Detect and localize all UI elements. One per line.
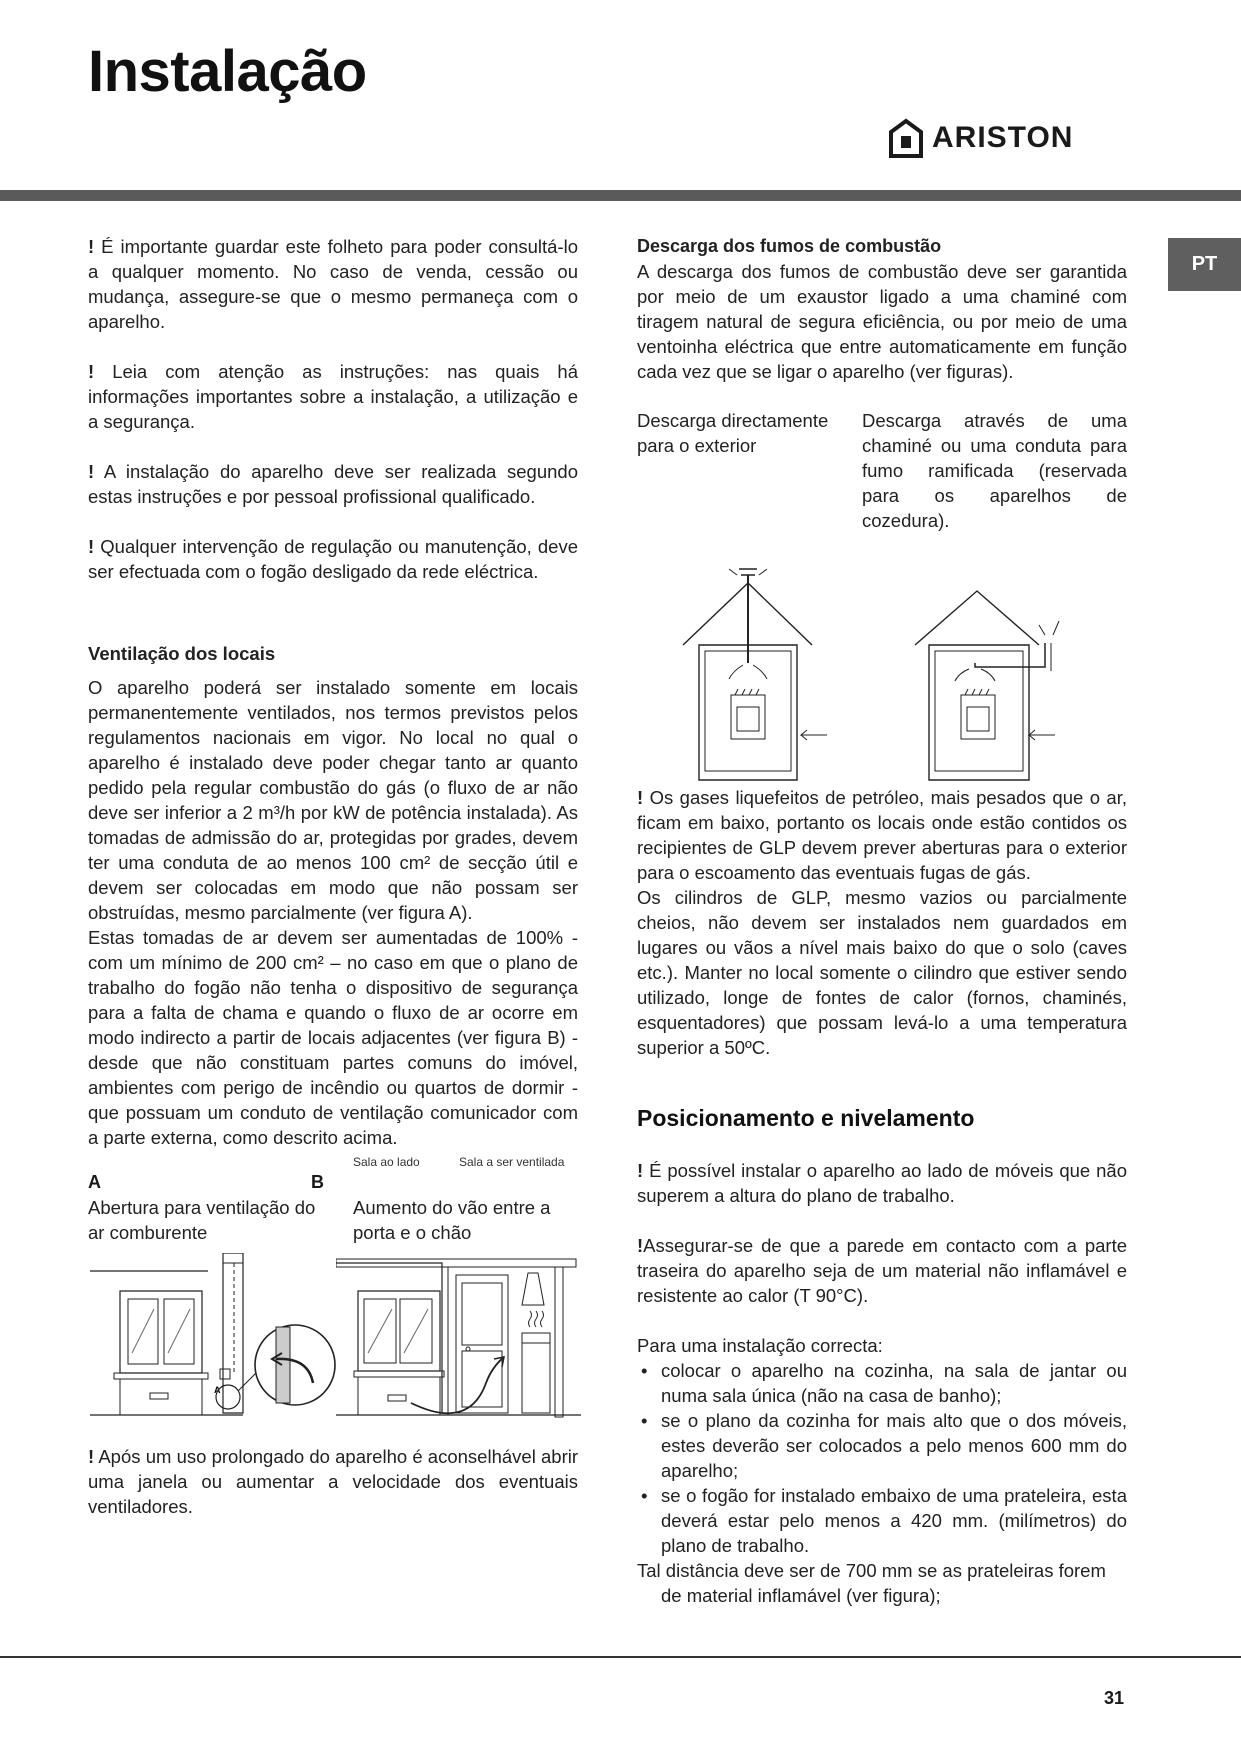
positioning-heading: Posicionamento e nivelamento	[637, 1105, 975, 1131]
list-item: • colocar o aparelho na cozinha, na sala de jantar ou numa sala única (não na casa de banho);	[637, 1358, 1127, 1408]
fig-a-caption: Abertura para ventilação do ar comburente	[88, 1197, 316, 1243]
brand-logo	[888, 118, 1073, 158]
positioning-section	[637, 1158, 1127, 1608]
note-disconnect: ! Qualquer intervenção de regulação ou manutenção, deve ser efectuada com o fogão desligado da rede eléctrica.	[88, 536, 579, 582]
positioning-note-2: !Assegurar-se de que a parede em contacto com a parte traseira do aparelho seja de um material não inflamável e resistente ao calor (T 90°C).	[637, 1235, 1127, 1306]
house-logo-icon	[888, 118, 924, 158]
fig-chimney-caption: Descarga através de uma chaminé ou uma conduta para fumo ramificada (reservada para os aparelhos de cozedura).	[862, 410, 1127, 531]
page-title: Instalação	[88, 39, 367, 104]
language-tab: PT	[1168, 238, 1241, 291]
list-item: • se o plano da cozinha for mais alto que o dos móveis, estes deverão ser colocados a pelo menos 600 mm do aparelho;	[637, 1408, 1127, 1483]
brand-name: ARISTON	[932, 121, 1074, 154]
ventilation-heading: Ventilação dos locais	[88, 643, 276, 664]
fumes-section	[637, 234, 1127, 384]
positioning-note-1: ! É possível instalar o aparelho ao lado de móveis que não superem a altura do plano de trabalho.	[637, 1160, 1128, 1206]
fig-a-letter: A	[88, 1172, 101, 1192]
glp-paragraph-2: Os cilindros de GLP, mesmo vazios ou parcialmente cheios, não devem ser instalados nem guardados em lugares ou vãos a nível mais baixo do que o solo (caves etc.). Manter no local somente o cilindro que estiver sendo utilizado, longe de fontes de calor (fornos, chaminés, esquentadores) que possam levá-lo a uma temperatura superior a 50ºC.	[637, 887, 1127, 1058]
positioning-end-note: Tal distância deve ser de 700 mm se as prateleiras forem de material inflamável (ver figura);	[637, 1560, 1106, 1606]
fig-direct-caption: Descarga directamente para o exterior	[637, 410, 829, 456]
ventilation-section	[88, 641, 578, 1150]
fumes-heading: Descarga dos fumos de combustão	[637, 236, 942, 256]
ventilation-paragraph-1: O aparelho poderá ser instalado somente em locais permanentemente ventilados, nos termos previstos pelos regulamentos nacionais em vigor. No local no qual o aparelho é instalado deve poder chegar tanto ar quanto pedido pela regular combustão do gás (o fluxo de ar não deve ser inferior a 2 m³/h por kW de potência instalada). As tomadas de admissão do ar, protegidas por grades, devem ter uma conduta de ao menos 100 cm² de secção útil e devem ser colocadas em modo que não possam ser obstruídas, mesmo parcialmente (ver figura A).	[88, 677, 578, 923]
header-divider	[0, 190, 1241, 201]
glp-section	[637, 785, 1127, 1060]
figure-a-ventilation-opening	[88, 1253, 338, 1423]
ventilation-paragraph-2: Estas tomadas de ar devem ser aumentadas de 100% - com um mínimo de 200 cm² – no caso em que o plano de trabalho do fogão não tenha o dispositivo de segurança para a falta de chama e quando o fluxo de ar ocorre em modo indirecto a partir de locais adjacentes (ver figura B) - desde que não constituam partes comuns do imóvel, ambientes com perigo de incêndio ou quartos de dormir - que possuam um conduto de ventilação comunicador com a parte externa, como descrito acima.	[88, 927, 578, 1148]
fig-b-letter: B	[311, 1172, 324, 1192]
positioning-intro: Para uma instalação correcta:	[637, 1335, 883, 1356]
page-number: 31	[1104, 1688, 1125, 1708]
footer-divider	[0, 1656, 1241, 1658]
fig-a-small-label: A	[214, 1385, 221, 1395]
glp-paragraph-1: ! Os gases liquefeitos de petróleo, mais pesados que o ar, ficam em baixo, portanto os locais onde estão contidos os recipientes de GLP devem prever aberturas para o exterior para o escoamento das eventuais fugas de gás.	[637, 787, 1127, 883]
fig-b-room-ventilated: Sala a ser ventilada	[459, 1155, 565, 1169]
note-keep-leaflet: ! É importante guardar este folheto para poder consultá-lo a qualquer momento. No caso de venda, cessão ou mudança, assegure-se que o mesmo permaneça com o aparelho.	[88, 236, 578, 332]
note-after-use: ! Após um uso prolongado do aparelho é aconselhável abrir uma janela ou aumentar a velocidade dos eventuais ventiladores.	[88, 1446, 578, 1517]
list-item: • se o fogão for instalado embaixo de uma prateleira, esta deverá estar pelo menos a 420 mm. (milímetros) do plano de trabalho.	[637, 1483, 1127, 1558]
fig-b-room-adjacent: Sala ao lado	[353, 1155, 420, 1169]
figure-b-door-gap	[336, 1253, 581, 1423]
intro-notes	[88, 234, 578, 584]
positioning-list	[637, 1358, 1127, 1558]
fig-b-caption: Aumento do vão entre a porta e o chão	[353, 1197, 551, 1243]
note-qualified-installer: ! A instalação do aparelho deve ser realizada segundo estas instruções e por pessoal profissional qualificado.	[88, 461, 578, 507]
note-read-instructions: ! Leia com atenção as instruções: nas quais há informações importantes sobre a instalação, a utilização e a segurança.	[88, 361, 578, 432]
figure-fumes-discharge	[675, 565, 1095, 785]
fumes-paragraph: A descarga dos fumos de combustão deve ser garantida por meio de um exaustor ligado a uma chaminé com tiragem natural de segura eficiência, ou por meio de uma ventoinha eléctrica que entre automaticamente em função cada vez que se ligar o aparelho (ver figuras).	[637, 261, 1127, 382]
